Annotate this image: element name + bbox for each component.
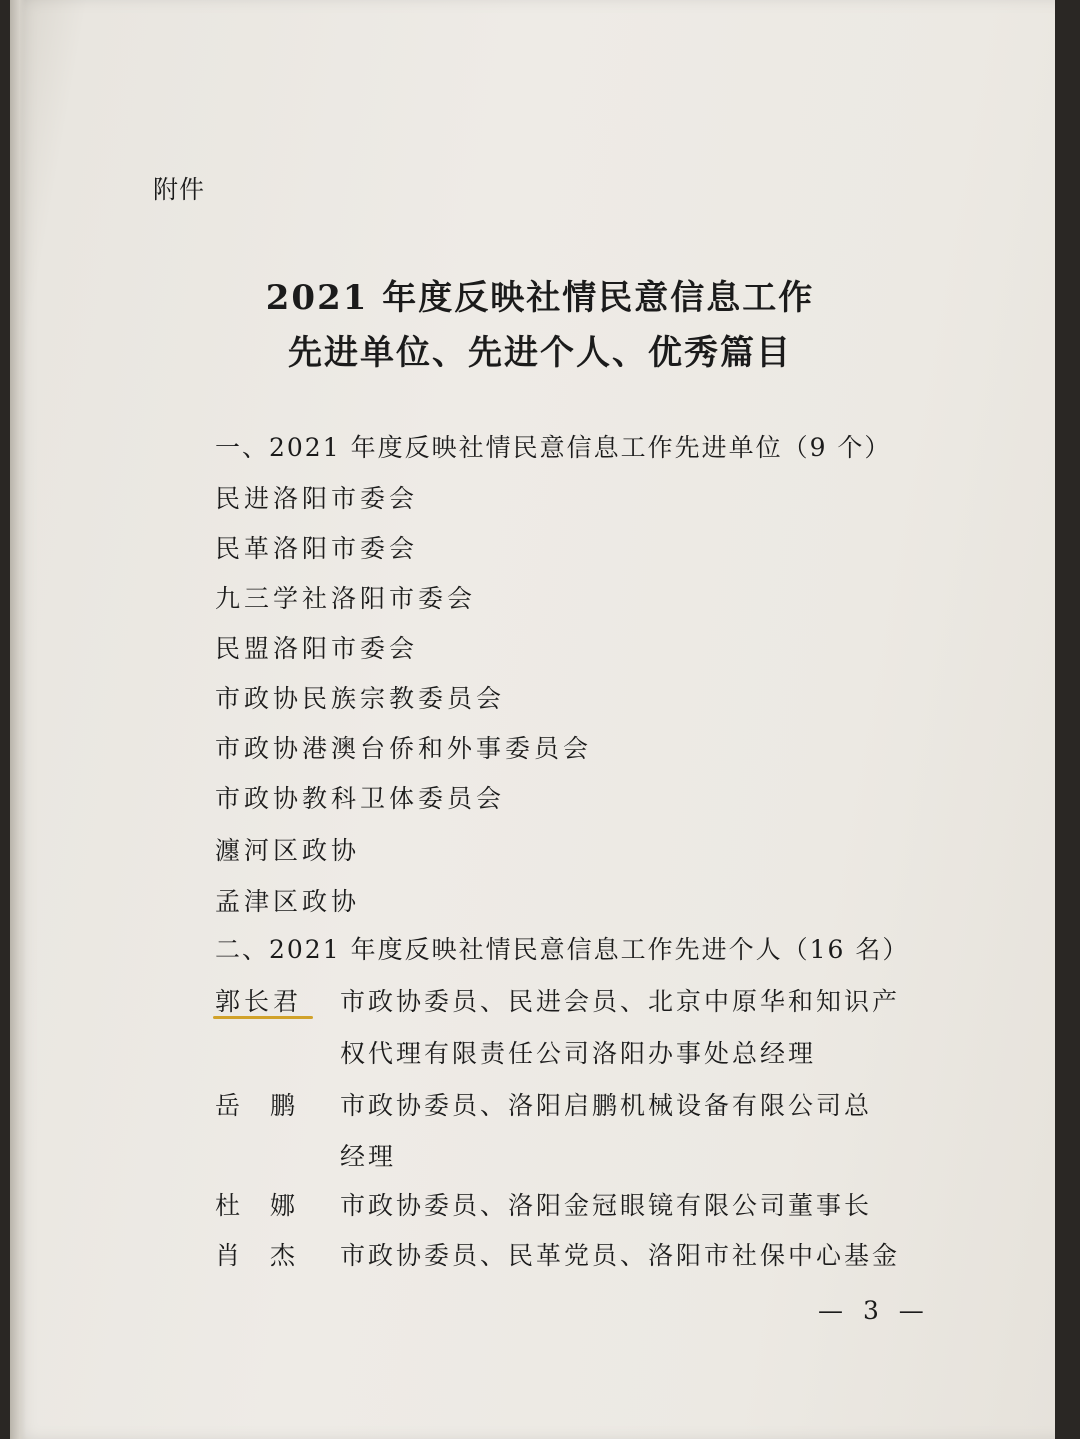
person-name: 郭长君 — [215, 987, 303, 1016]
document-title-line-2: 先进单位、先进个人、优秀篇目 — [288, 333, 792, 373]
section-1-heading: 一、2021 年度反映社情民意信息工作先进单位（9 个） — [215, 433, 892, 462]
page-number: — 3 — — [818, 1296, 930, 1325]
section-2-heading: 二、2021 年度反映社情民意信息工作先进个人（16 名） — [215, 935, 910, 964]
unit-list-item: 孟津区政协 — [215, 887, 361, 916]
attachment-label: 附件 — [153, 175, 206, 204]
person-name: 岳鹏 — [215, 1091, 326, 1120]
person-description: 市政协委员、洛阳金冠眼镜有限公司董事长 — [340, 1191, 873, 1220]
person-description: 市政协委员、洛阳启鹏机械设备有限公司总 — [340, 1091, 873, 1120]
person-description: 权代理有限责任公司洛阳办事处总经理 — [340, 1039, 817, 1068]
unit-list-item: 瀍河区政协 — [215, 836, 361, 865]
unit-list-item: 民革洛阳市委会 — [215, 534, 419, 563]
document-page — [10, 0, 1055, 1439]
person-name: 杜娜 — [215, 1191, 326, 1220]
unit-list-item: 民进洛阳市委会 — [215, 484, 419, 513]
unit-list-item: 九三学社洛阳市委会 — [215, 584, 477, 613]
document-title-line-1: 2021 年度反映社情民意信息工作 — [265, 278, 815, 318]
unit-list-item: 市政协港澳台侨和外事委员会 — [215, 734, 593, 763]
unit-list-item: 市政协民族宗教委员会 — [215, 684, 506, 713]
unit-list-item: 民盟洛阳市委会 — [215, 634, 419, 663]
person-description: 经理 — [340, 1142, 397, 1171]
person-name: 肖杰 — [215, 1241, 326, 1270]
highlight-underline — [213, 1016, 313, 1019]
page-binding-edge — [10, 0, 26, 1439]
person-description: 市政协委员、民进会员、北京中原华和知识产 — [340, 987, 901, 1016]
person-description: 市政协委员、民革党员、洛阳市社保中心基金 — [340, 1241, 901, 1270]
unit-list-item: 市政协教科卫体委员会 — [215, 784, 506, 813]
